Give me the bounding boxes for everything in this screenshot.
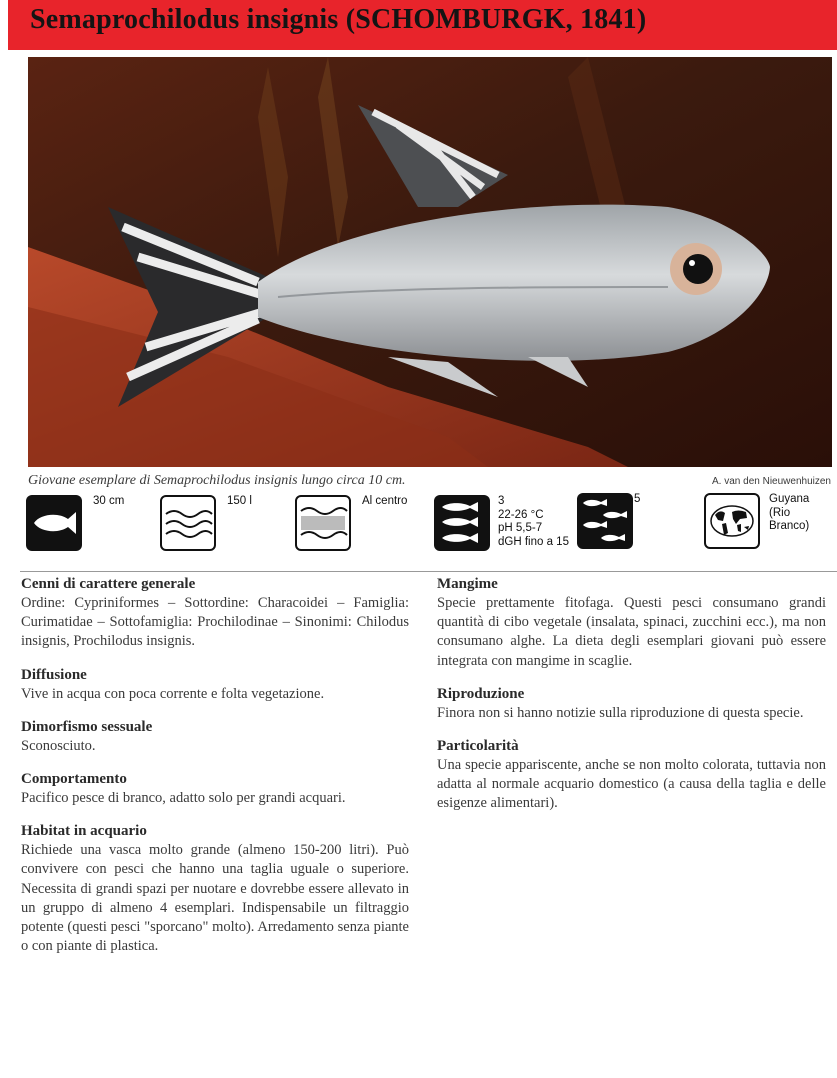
section-text: Una specie appariscente, anche se non molto colorata, tuttavia non adatta al normale acquario domestico (a causa della taglia e delle esigenze alimentari).: [437, 757, 826, 812]
origin-line-1: Guyana: [769, 493, 810, 505]
right-column: [437, 575, 826, 828]
swimming-zone-icon: [295, 495, 351, 551]
origin-values: [769, 493, 809, 534]
school-value: 5: [634, 493, 641, 505]
title-bar: [8, 0, 837, 50]
section-text: Richiede una vasca molto grande (almeno 150-200 litri). Può convivere con pesci che hanno una taglia uguale o superiore. Necessita di grandi spazi per nuotare e dovrebbe essere allevato in un gruppo di almeno 4 esemplari. Indispensabile un filtraggio potente (questi pesci "sporcano" molto). Arredamento senza piante o con piante di plastica.: [21, 842, 409, 955]
section-heading: Particolarità: [437, 738, 519, 755]
section-heading: Mangime: [437, 576, 498, 592]
water-values: [498, 495, 569, 549]
section-text: Sconosciuto.: [21, 737, 96, 754]
section-distribution: [21, 666, 409, 704]
water-line-1: 3: [498, 495, 505, 507]
school-icon: [577, 493, 633, 549]
section-general: [21, 575, 409, 652]
section-food: [437, 575, 826, 671]
fish-photo: [28, 57, 832, 467]
water-fish-icon: [434, 495, 490, 551]
section-text: Specie prettamente fitofaga. Questi pesci consumano grandi quantità di cibo vegetale (insalata, spinaci, zucchini ecc.), ma non consumano alghe. La dieta degli esemplari giovani può essere integrata con mangime in scaglie.: [437, 595, 826, 669]
section-heading: Cenni di carattere generale: [21, 576, 196, 592]
photo-credit: A. van den Nieuwenhuizen: [712, 476, 831, 487]
section-behaviour: [21, 770, 409, 808]
size-value: 30 cm: [93, 495, 125, 507]
world-map-icon: [704, 493, 760, 549]
section-text: Vive in acqua con poca corrente e folta vegetazione.: [21, 685, 325, 702]
section-heading: Comportamento: [21, 771, 127, 788]
page-title: Semaprochilodus insignis (SCHOMBURGK, 1841): [30, 4, 647, 35]
zone-value: Al centro: [362, 495, 408, 507]
water-temperature: 22-26 °C: [498, 508, 544, 521]
section-peculiarities: [437, 737, 826, 814]
section-text: Ordine: Cypriniformes – Sottordine: Characoidei – Famiglia: Curimatidae – Sottofamiglia: Prochilodinae – Sinonimi: Chilodus insignis, Prochilodus insignis.: [21, 595, 409, 650]
section-aquarium-habitat: [21, 822, 409, 956]
section-heading: Diffusione: [21, 666, 87, 683]
origin-line-3: Branco): [769, 520, 810, 532]
origin-line-2: (Rio: [769, 506, 791, 519]
section-divider: [20, 571, 837, 572]
photo-caption: Giovane esemplare di Semaprochilodus insignis lungo circa 10 cm.: [28, 473, 406, 488]
section-heading: Habitat in acquario: [21, 823, 147, 840]
section-heading: Riproduzione: [437, 685, 525, 702]
tank-volume-icon: [160, 495, 216, 551]
tank-value: 150 l: [227, 495, 252, 507]
section-text: Pacifico pesce di branco, adatto solo per grandi acquari.: [21, 790, 346, 807]
section-heading: Dimorfismo sessuale: [21, 718, 153, 735]
water-hardness: dGH fino a 15: [498, 535, 569, 548]
fish-size-icon: [26, 495, 82, 551]
section-text: Finora non si hanno notizie sulla riproduzione di questa specie.: [437, 704, 804, 721]
left-column: [21, 575, 409, 970]
section-reproduction: [437, 685, 826, 723]
section-dimorphism: [21, 718, 409, 756]
water-ph: pH 5,5-7: [498, 522, 543, 534]
